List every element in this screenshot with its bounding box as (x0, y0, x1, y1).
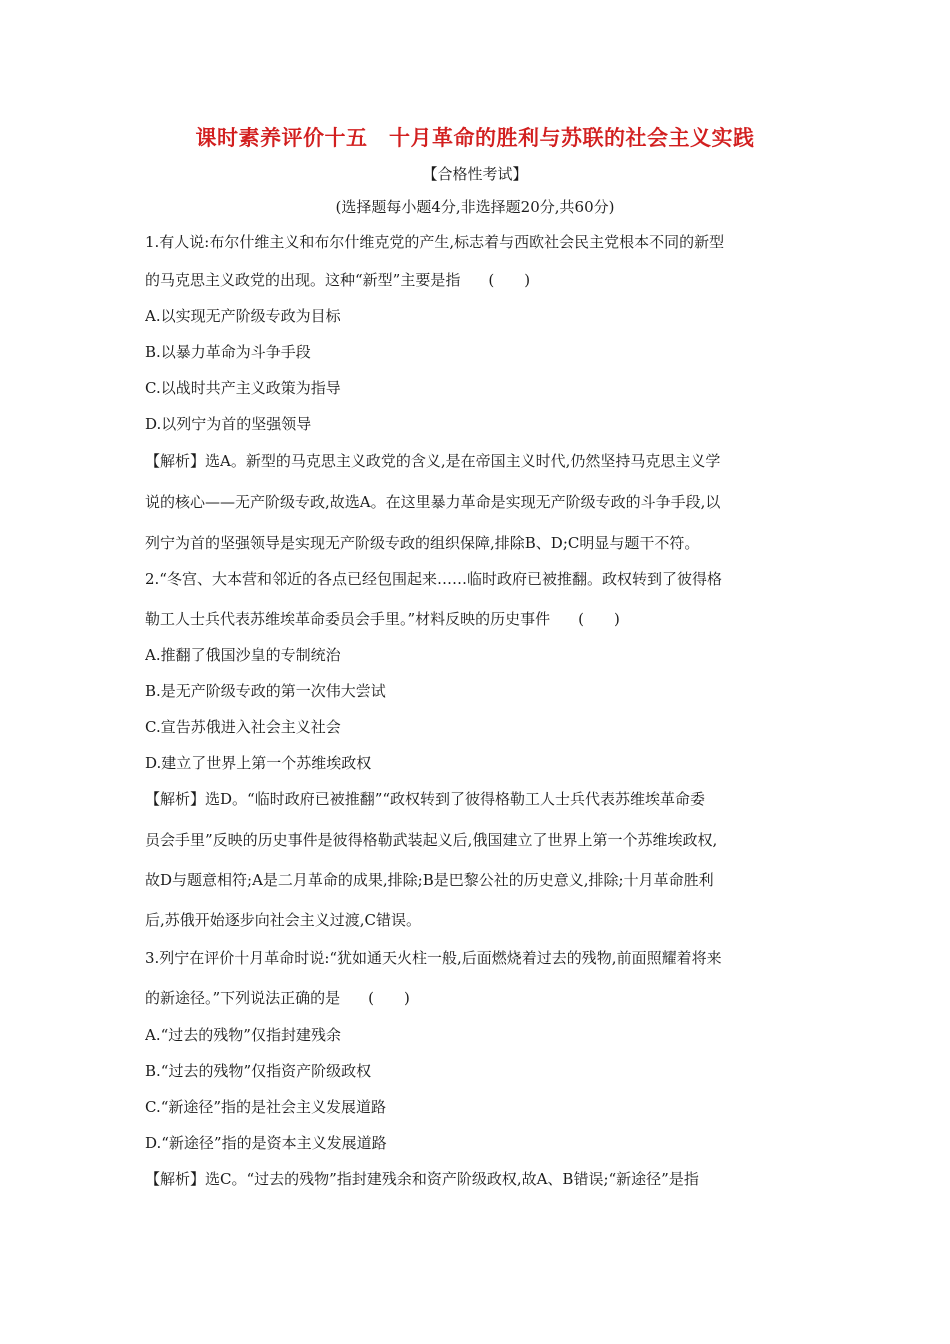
q1-analysis-line-1: 【解析】选A。新型的马克思主义政党的含义,是在帝国主义时代,仍然坚持马克思主义学 (145, 452, 721, 470)
q1-analysis-line-3: 列宁为首的坚强领导是实现无产阶级专政的组织保障,排除B、D;C明显与题干不符。 (145, 534, 700, 552)
q1-option-c: C.以战时共产主义政策为指导 (145, 379, 341, 397)
q1-option-b: B.以暴力革命为斗争手段 (145, 343, 311, 361)
section-heading: 【合格性考试】 (422, 165, 528, 183)
q2-analysis-line-3: 故D与题意相符;A是二月革命的成果,排除;B是巴黎公社的历史意义,排除;十月革命胜利 (145, 871, 714, 889)
q2-option-a: A.推翻了俄国沙皇的专制统治 (145, 646, 341, 664)
q2-analysis-line-2: 员会手里”反映的历史事件是彼得格勒武装起义后,俄国建立了世界上第一个苏维埃政权, (145, 831, 718, 849)
q2-stem-line-1: 2.“冬宫、大本营和邻近的各点已经包围起来……临时政府已被推翻。政权转到了彼得格 (145, 570, 722, 588)
q1-stem-line-1: 1.有人说:布尔什维主义和布尔什维克党的产生,标志着与西欧社会民主党根本不同的新型 (145, 233, 725, 251)
q2-stem-line-2 (145, 609, 810, 629)
q1-answer-blank: ( ) (488, 271, 531, 289)
q1-option-a: A.以实现无产阶级专政为目标 (145, 307, 341, 325)
q3-option-b: B.“过去的残物”仅指资产阶级政权 (145, 1062, 372, 1080)
q2-stem-text: 勒工人士兵代表苏维埃革命委员会手里。”材料反映的历史事件 (145, 610, 551, 628)
q3-stem-text: 的新途径。”下列说法正确的是 (145, 989, 341, 1007)
q1-stem-line-2 (145, 270, 810, 290)
q3-stem-line-1: 3.列宁在评价十月革命时说:“犹如通天火柱一般,后面燃烧着过去的残物,前面照耀着将来 (145, 949, 722, 967)
q1-option-d: D.以列宁为首的坚强领导 (145, 415, 312, 433)
q2-option-b: B.是无产阶级专政的第一次伟大尝试 (145, 682, 386, 700)
q2-analysis-line-1: 【解析】选D。“临时政府已被推翻”“政权转到了彼得格勒工人士兵代表苏维埃革命委 (145, 790, 706, 808)
q2-option-c: C.宣告苏俄进入社会主义社会 (145, 718, 341, 736)
q3-option-d: D.“新途径”指的是资本主义发展道路 (145, 1134, 387, 1152)
q3-stem-line-2 (145, 988, 810, 1008)
q3-analysis-line-1: 【解析】选C。“过去的残物”指封建残余和资产阶级政权,故A、B错误;“新途径”是指 (145, 1170, 699, 1188)
q2-analysis-line-4: 后,苏俄开始逐步向社会主义过渡,C错误。 (145, 911, 422, 929)
q3-option-c: C.“新途径”指的是社会主义发展道路 (145, 1098, 387, 1116)
q1-analysis-line-2: 说的核心——无产阶级专政,故选A。在这里暴力革命是实现无产阶级专政的斗争手段,以 (145, 493, 721, 511)
q2-answer-blank: ( ) (578, 610, 620, 628)
q1-stem-text: 的马克思主义政党的出现。这种“新型”主要是指 (145, 271, 461, 289)
page-title: 课时素养评价十五 十月革命的胜利与苏联的社会主义实践 (195, 126, 755, 150)
scoring-note: (选择题每小题4分,非选择题20分,共60分) (335, 198, 615, 216)
q3-answer-blank: ( ) (368, 989, 410, 1007)
q3-option-a: A.“过去的残物”仅指封建残余 (145, 1026, 341, 1044)
q2-option-d: D.建立了世界上第一个苏维埃政权 (145, 754, 372, 772)
